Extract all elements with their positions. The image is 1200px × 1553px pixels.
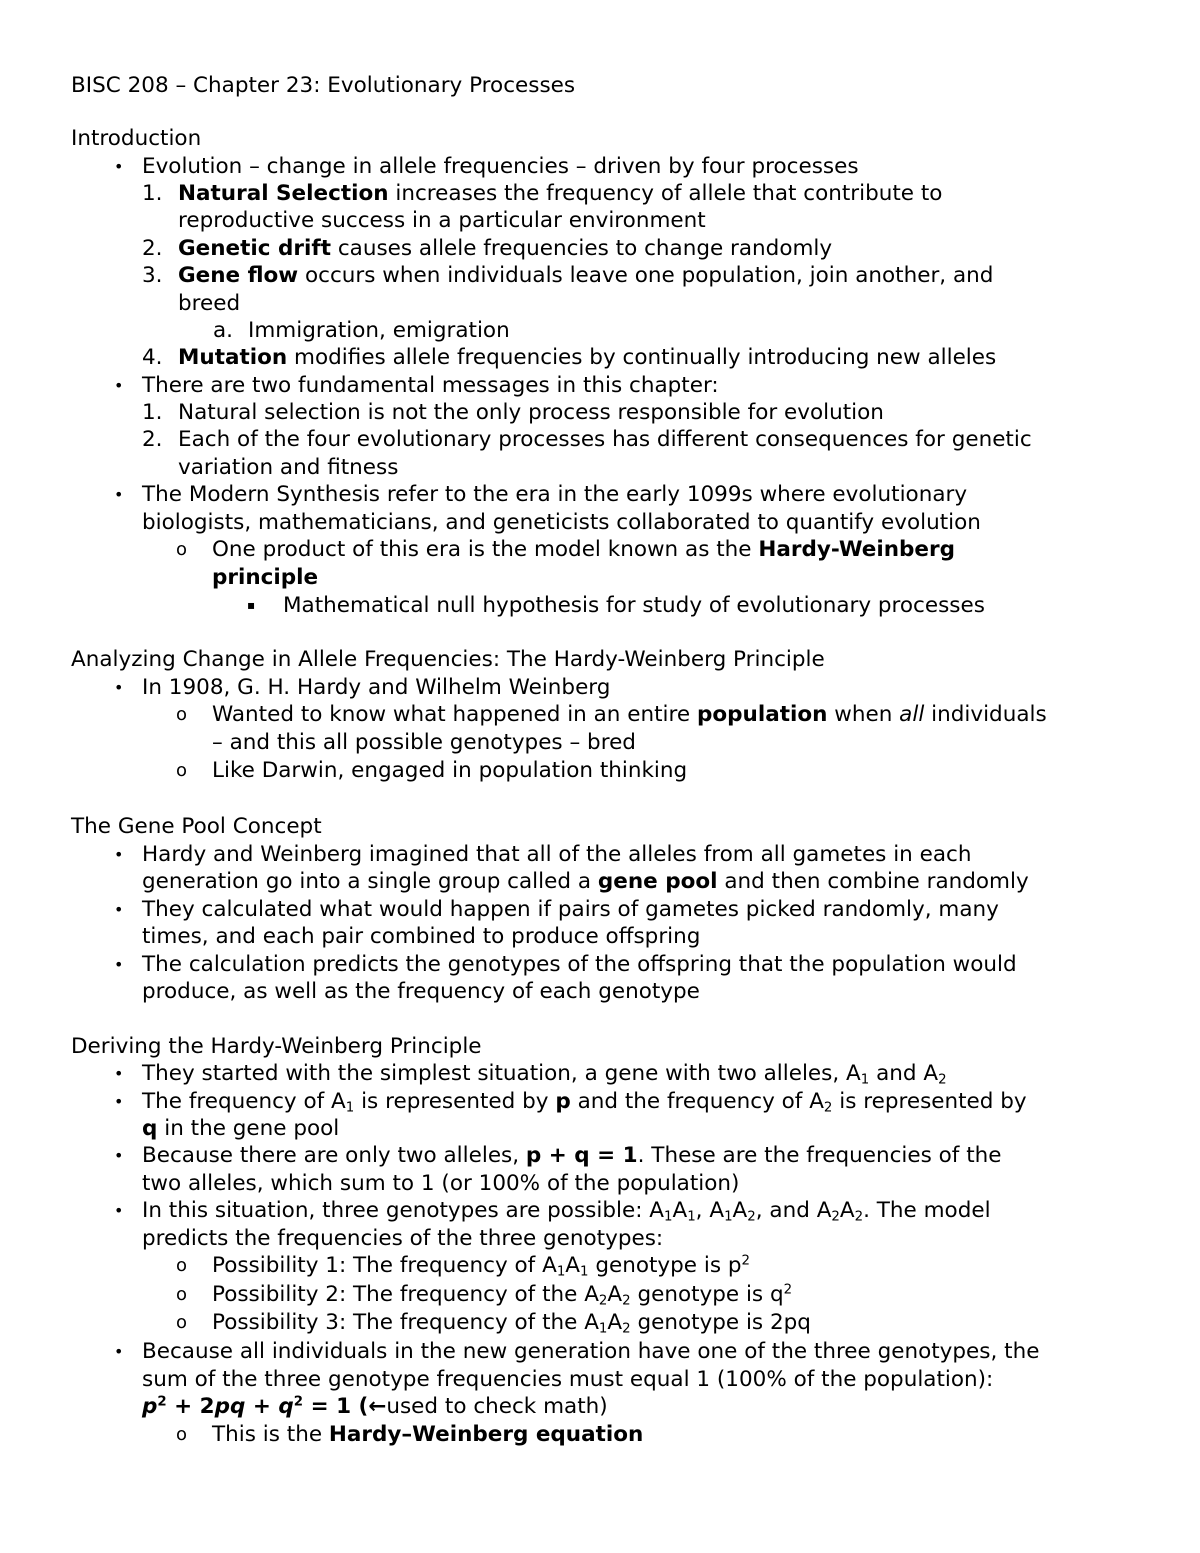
list-item-continuation: breed xyxy=(178,291,241,316)
allele-a: A xyxy=(607,1310,623,1335)
list-item xyxy=(178,235,832,262)
list-item-text: Because there are only two alleles, xyxy=(142,1143,526,1168)
equation-part: + xyxy=(245,1394,279,1419)
list-item-text: Possibility 3: The frequency of the A xyxy=(212,1310,599,1335)
subscript: 2 xyxy=(823,1100,833,1116)
circle-bullet-icon: o xyxy=(176,1424,188,1445)
subscript: 1 xyxy=(345,1100,355,1116)
list-item-text: This is the xyxy=(212,1422,329,1447)
square-bullet-icon: ▪ xyxy=(247,598,256,612)
circle-bullet-icon: o xyxy=(176,704,188,725)
separator: , and xyxy=(755,1198,817,1223)
circle-bullet-icon: o xyxy=(176,760,188,781)
separator: , xyxy=(695,1198,710,1223)
list-number: 1. xyxy=(142,181,163,206)
list-item xyxy=(178,180,942,207)
list-item-text: genotype is p xyxy=(588,1253,742,1278)
list-item-continuation xyxy=(142,868,1029,895)
list-item xyxy=(212,536,955,563)
term-hardy-weinberg: Hardy-Weinberg xyxy=(758,537,955,562)
section-heading-gene-pool: The Gene Pool Concept xyxy=(71,814,322,839)
list-item xyxy=(142,1088,1027,1115)
symbol-q: q xyxy=(142,1116,158,1141)
list-item-text: in the gene pool xyxy=(157,1116,340,1141)
subscript: 1 xyxy=(860,1072,870,1088)
subscript: 1 xyxy=(598,1321,608,1337)
list-item-continuation xyxy=(142,1115,339,1142)
list-item xyxy=(142,1142,1001,1169)
term-gene-flow: Gene flow xyxy=(178,263,299,288)
bullet-icon: • xyxy=(114,900,124,919)
list-item-text: genotype is 2pq xyxy=(630,1310,811,1335)
bullet-icon: • xyxy=(114,845,124,864)
section-heading-analyzing: Analyzing Change in Allele Frequencies: The Hardy-Weinberg Principle xyxy=(71,647,825,672)
list-item-text: causes allele frequencies to change randomly xyxy=(331,236,833,261)
list-item-continuation: reproductive success in a particular environment xyxy=(178,208,706,233)
list-item-continuation: variation and fitness xyxy=(178,455,399,480)
term-population: population xyxy=(696,702,828,727)
list-item xyxy=(212,1281,792,1308)
allele-a: A xyxy=(839,1198,855,1223)
list-item: Mathematical null hypothesis for study of evolutionary processes xyxy=(283,593,985,618)
subscript: 1 xyxy=(663,1209,673,1225)
equation-part: ( xyxy=(351,1394,369,1419)
list-item-continuation: sum of the three genotype frequencies must equal 1 (100% of the population): xyxy=(142,1367,994,1392)
allele-a: A xyxy=(565,1253,581,1278)
term-mutation: Mutation xyxy=(178,345,288,370)
list-item xyxy=(178,262,993,289)
list-item-text: . The model xyxy=(863,1198,991,1223)
list-item-continuation xyxy=(212,564,318,591)
subscript: 1 xyxy=(556,1264,566,1280)
allele-a: A xyxy=(816,1198,832,1223)
list-item-text: occurs when individuals leave one population, join another, and xyxy=(298,263,994,288)
superscript: 2 xyxy=(293,1394,304,1410)
list-item xyxy=(212,1309,811,1336)
bullet-icon: • xyxy=(114,376,124,395)
list-item-text: is represented by xyxy=(354,1089,556,1114)
list-item-text: genotype is q xyxy=(630,1282,784,1307)
list-item-text: Possibility 1: The frequency of A xyxy=(212,1253,557,1278)
list-item-text: and A xyxy=(869,1061,939,1086)
bullet-icon: • xyxy=(114,485,124,504)
list-item: Like Darwin, engaged in population thinking xyxy=(212,758,688,783)
term-gene-pool: gene pool xyxy=(597,869,718,894)
allele-a: A xyxy=(732,1198,748,1223)
term-genetic-drift: Genetic drift xyxy=(178,236,331,261)
list-item xyxy=(212,1421,643,1448)
bullet-icon: • xyxy=(114,1342,124,1361)
list-item-continuation: produce, as well as the frequency of each genotype xyxy=(142,979,700,1004)
bullet-icon: • xyxy=(114,1146,124,1165)
list-item-continuation: two alleles, which sum to 1 (or 100% of the population) xyxy=(142,1171,740,1196)
left-arrow-icon: ← xyxy=(368,1394,387,1419)
circle-bullet-icon: o xyxy=(176,1312,188,1333)
section-heading-introduction: Introduction xyxy=(71,126,202,151)
list-item-continuation: biologists, mathematicians, and geneticists collaborated to quantify evolution xyxy=(142,510,981,535)
list-item-text: modifies allele frequencies by continually introducing new alleles xyxy=(287,345,997,370)
list-number: 1. xyxy=(142,400,163,425)
subscript: 2 xyxy=(831,1209,840,1225)
list-number: 4. xyxy=(142,345,163,370)
subscript: 1 xyxy=(580,1264,589,1280)
list-item-continuation: – and this all possible genotypes – bred xyxy=(212,730,636,755)
list-item-text: increases the frequency of allele that contribute to xyxy=(388,181,943,206)
superscript: 2 xyxy=(783,1282,793,1298)
emphasis-all: all xyxy=(899,702,925,727)
list-item-text: The frequency of A xyxy=(142,1089,346,1114)
circle-bullet-icon: o xyxy=(176,1255,188,1276)
superscript: 2 xyxy=(741,1253,750,1269)
list-number: 2. xyxy=(142,236,163,261)
bullet-icon: • xyxy=(114,955,124,974)
list-item: In 1908, G. H. Hardy and Wilhelm Weinberg xyxy=(142,675,611,700)
list-item-text: One product of this era is the model known as the xyxy=(212,537,759,562)
list-item: Natural selection is not the only process responsible for evolution xyxy=(178,400,884,425)
term-principle: principle xyxy=(212,565,319,590)
symbol-p: p xyxy=(555,1089,571,1114)
list-item: Evolution – change in allele frequencies – driven by four processes xyxy=(142,154,859,179)
subscript: 2 xyxy=(622,1293,631,1309)
list-item-text: In this situation, three genotypes are possible: A xyxy=(142,1198,664,1223)
allele-a: A xyxy=(607,1282,623,1307)
circle-bullet-icon: o xyxy=(176,1284,188,1305)
allele-a: A xyxy=(709,1198,725,1223)
list-item xyxy=(212,1252,750,1279)
list-item xyxy=(212,701,1047,728)
list-item-text: and then combine randomly xyxy=(717,869,1029,894)
subscript: 2 xyxy=(598,1293,608,1309)
list-number: 2. xyxy=(142,427,163,452)
list-item: The calculation predicts the genotypes of the offspring that the population would xyxy=(142,952,1017,977)
term-hardy-weinberg-equation: Hardy–Weinberg equation xyxy=(328,1422,644,1447)
equation-note: used to check math) xyxy=(386,1394,608,1419)
list-item: Immigration, emigration xyxy=(248,318,510,343)
bullet-icon: • xyxy=(114,1201,124,1220)
list-item-continuation: times, and each pair combined to produce offspring xyxy=(142,924,701,949)
subscript: 2 xyxy=(747,1209,756,1225)
list-number: 3. xyxy=(142,263,163,288)
list-item-text: and the frequency of A xyxy=(570,1089,824,1114)
subscript: 2 xyxy=(854,1209,864,1225)
subscript: 1 xyxy=(687,1209,696,1225)
list-item: The Modern Synthesis refer to the era in the early 1099s where evolutionary xyxy=(142,482,968,507)
list-item xyxy=(178,344,996,371)
equation-part: + 2 xyxy=(166,1394,215,1419)
allele-a: A xyxy=(672,1198,688,1223)
doc-title: BISC 208 – Chapter 23: Evolutionary Processes xyxy=(71,73,576,98)
list-letter: a. xyxy=(213,318,234,343)
list-item: They calculated what would happen if pairs of gametes picked randomly, many xyxy=(142,897,999,922)
section-heading-deriving: Deriving the Hardy-Weinberg Principle xyxy=(71,1034,482,1059)
list-item: There are two fundamental messages in this chapter: xyxy=(142,373,719,398)
bullet-icon: • xyxy=(114,1064,124,1083)
list-item-text: is represented by xyxy=(832,1089,1027,1114)
list-item: Because all individuals in the new generation have one of the three genotypes, the xyxy=(142,1339,1040,1364)
list-item xyxy=(142,1197,991,1224)
bullet-icon: • xyxy=(114,678,124,697)
list-item-text: generation go into a single group called a xyxy=(142,869,598,894)
list-item-continuation: predicts the frequencies of the three genotypes: xyxy=(142,1226,664,1251)
list-item-text: Wanted to know what happened in an entire xyxy=(212,702,697,727)
symbol-pq: pq xyxy=(214,1394,246,1419)
hardy-weinberg-equation xyxy=(142,1393,608,1420)
symbol-p: p xyxy=(142,1394,158,1419)
subscript: 2 xyxy=(622,1321,631,1337)
list-item-text: individuals xyxy=(924,702,1047,727)
term-natural-selection: Natural Selection xyxy=(178,181,389,206)
equation-p-plus-q: p + q = 1 xyxy=(525,1143,638,1168)
list-item: Hardy and Weinberg imagined that all of the alleles from all gametes in each xyxy=(142,842,972,867)
list-item: Each of the four evolutionary processes has different consequences for genetic xyxy=(178,427,1032,452)
list-item-text: when xyxy=(827,702,900,727)
list-item-text: Possibility 2: The frequency of the A xyxy=(212,1282,599,1307)
subscript: 1 xyxy=(724,1209,733,1225)
superscript: 2 xyxy=(157,1394,167,1410)
equation-part: = 1 xyxy=(303,1394,352,1419)
list-item xyxy=(142,1060,947,1087)
symbol-q: q xyxy=(278,1394,294,1419)
bullet-icon: • xyxy=(114,157,124,176)
list-item-text: . These are the frequencies of the xyxy=(637,1143,1002,1168)
bullet-icon: • xyxy=(114,1092,124,1111)
list-item-text: They started with the simplest situation, a gene with two alleles, A xyxy=(142,1061,861,1086)
circle-bullet-icon: o xyxy=(176,539,188,560)
subscript: 2 xyxy=(938,1072,947,1088)
